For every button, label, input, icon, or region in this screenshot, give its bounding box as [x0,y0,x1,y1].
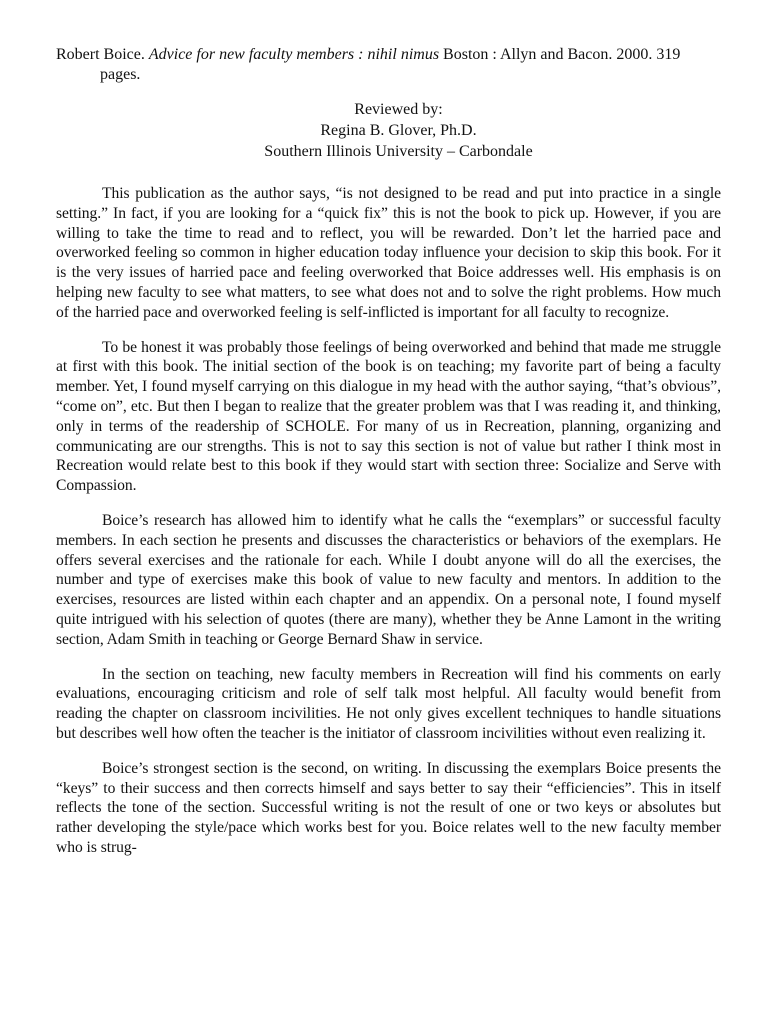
citation-author: Robert Boice. [56,46,145,63]
reviewed-by-label: Reviewed by: [354,101,443,118]
review-paragraph-1: This publication as the author says, “is not designed to be read and put into practice in a single setting.” In fact, if you are looking for a “quick fix” this is not the book to pick up. However, if you are willing to take the time to read and to reflect, you will be rewarded. Don’t let the harried pace and overworked feeling so common in higher education today influence your decision to skip this book. For it is the very issues of harried pace and feeling overworked that Boice addresses well. His emphasis is on helping new faculty to see what matters, to see what does not and to solve the right problems. How much of the harried pace and overworked feeling is self-inflicted is important for all faculty to recognize. [56,185,721,321]
review-paragraph-2: To be honest it was probably those feelings of being overworked and behind that made me struggle at first with this book. The initial section of the book is on teaching; my favorite part of being a faculty member. Yet, I found myself carrying on this dialogue in my head with the author saying, “that’s obvious”, “come on”, etc. But then I began to realize that the greater problem was that I was reading it, and thinking, only in terms of the readership of SCHOLE. For many of us in Recreation, planning, organizing and communicating are our strengths. This is not to say this section is not of value but rather I think most in Recreation would relate best to this book if they would start with section three: Socialize and Serve with Compassion. [56,338,721,495]
reviewer-block [56,99,721,162]
document-page [56,45,721,873]
book-citation [56,45,721,85]
citation-title: Advice for new faculty members : nihil nimus [148,46,440,63]
review-paragraph-3: Boice’s research has allowed him to identify what he calls the “exemplars” or successful faculty members. In each section he presents and discusses the characteristics or behaviors of the exemplars. He offers several exercises and the rationale for each. While I doubt anyone will do all the exercises, the number and type of exercises make this book of value to new faculty and mentors. In addition to the exercises, resources are listed within each chapter and an appendix. On a personal note, I found myself quite intrigued with his selection of quotes (there are many), whether they be Anne Lamont in the writing section, Adam Smith in teaching or George Bernard Shaw in service. [56,511,721,648]
reviewer-affiliation: Southern Illinois University – Carbondale [264,143,533,160]
reviewer-name: Regina B. Glover, Ph.D. [320,122,477,139]
review-paragraph-5: Boice’s strongest section is the second, on writing. In discussing the exemplars Boice presents the “keys” to their success and then corrects himself and says better to say their “efficiencies”. This in itself reflects the tone of the section. Successful writing is not the result of one or two keys or absolutes but rather developing the style/pace which works best for you. Boice relates well to the new faculty member who is strug- [56,759,721,856]
review-paragraph-4: In the section on teaching, new faculty members in Recreation will find his comments on early evaluations, encouraging criticism and role of self talk most helpful. All faculty would benefit from reading the chapter on classroom incivilities. He not only gives excellent techniques to handle situations but describes well how often the teacher is the initiator of classroom incivilities without even realizing it. [56,665,721,742]
citation-publication: Boston : Allyn and Bacon. 2000. 319 pages. [100,46,681,83]
